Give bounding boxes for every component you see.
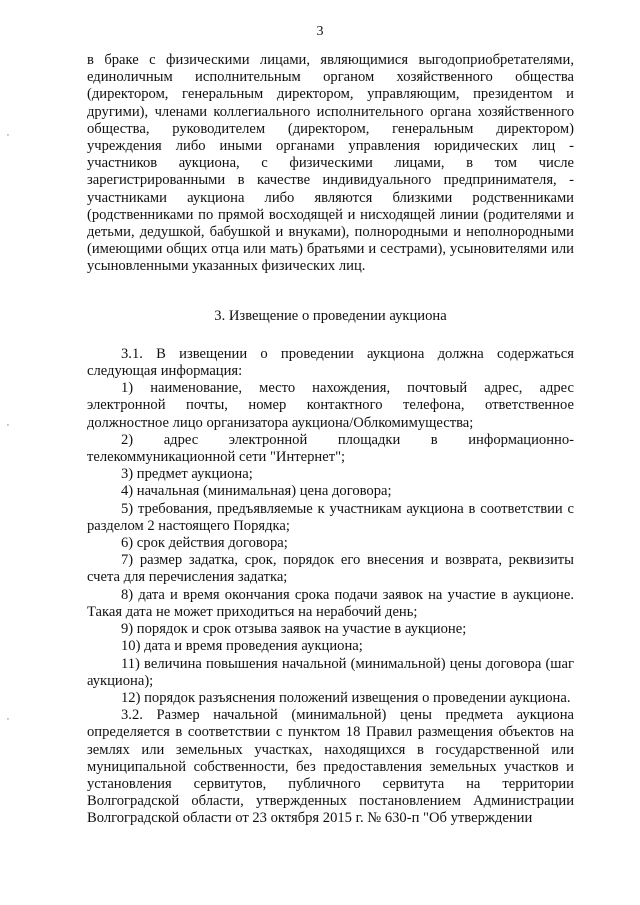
margin-mark: , bbox=[7, 128, 9, 137]
list-item-2: 2) адрес электронной площадки в информационно-телекоммуникационной сети "Интернет"; bbox=[87, 431, 574, 466]
list-item-10: 10) дата и время проведения аукциона; bbox=[121, 638, 363, 655]
list-item-11: 11) величина повышения начальной (минимальной) цены договора (шаг аукциона); bbox=[87, 655, 574, 689]
page-number: 3 bbox=[316, 24, 324, 39]
margin-mark: , bbox=[7, 418, 9, 427]
list-item-1: 1) наименование, место нахождения, почтовый адрес, адрес электронной почты, номер контактного телефона, ответственное должностное лицо организатора аукциона/Облкомимущества; bbox=[87, 380, 574, 431]
list-item-5: 5) требования, предъявляемые к участникам аукциона в соответствии с разделом 2 настоящего Порядка; bbox=[87, 500, 574, 534]
paragraph-3-1: 3.1. В извещении о проведении аукциона должна содержаться следующая информация: bbox=[87, 345, 574, 380]
list-item-8: 8) дата и время окончания срока подачи заявок на участие в аукционе. Такая дата не может приходиться на нерабочий день; bbox=[87, 586, 574, 620]
paragraph-3-2: 3.2. Размер начальной (минимальной) цены предмета аукциона определяется в соответствии с пунктом 18 Правил размещения объектов на землях или земельных участках, находящихся в государственной или муниципальной собственности, без предоставления земельных участков и установления сервитутов, публичного сервитута на территории Волгоградской области, утвержденных постановлением Администрации Волгоградской области от 23 октября 2015 г. № 630-п "Об утверждении bbox=[87, 707, 574, 827]
list-item-3: 3) предмет аукциона; bbox=[121, 466, 253, 483]
list-item-7: 7) размер задатка, срок, порядок его внесения и возврата, реквизиты счета для перечисления задатка; bbox=[87, 552, 574, 586]
list-item-9: 9) порядок и срок отзыва заявок на участие в аукционе; bbox=[121, 621, 467, 638]
intro-paragraph: в браке с физическими лицами, являющимися выгодоприобретателями, единоличным исполнительным органом хозяйственного общества (директором, генеральным директором, управляющим, президентом и другими), членами коллегиального исполнительного органа хозяйственного общества, руководителем (директором, генеральным директором) учреждения либо иными органами управления юридических лиц - участников аукциона, с физическими лицами, в том числе зарегистрированными в качестве индивидуального предпринимателя, - участниками аукциона либо являются близкими родственниками (родственниками по прямой восходящей и нисходящей линии (родителями и детьми, дедушкой, бабушкой и внуками), полнородными и неполнородными (имеющими общих отца или мать) братьями и сестрами), усыновителями или усыновленными указанных физических лиц. bbox=[87, 52, 574, 275]
margin-mark: , bbox=[7, 712, 9, 721]
list-item-6: 6) срок действия договора; bbox=[121, 535, 288, 552]
list-item-4: 4) начальная (минимальная) цена договора; bbox=[121, 483, 392, 500]
section-heading: 3. Извещение о проведении аукциона bbox=[214, 307, 447, 324]
document-body bbox=[87, 52, 574, 828]
list-item-12: 12) порядок разъяснения положений извещения о проведении аукциона. bbox=[121, 689, 571, 706]
